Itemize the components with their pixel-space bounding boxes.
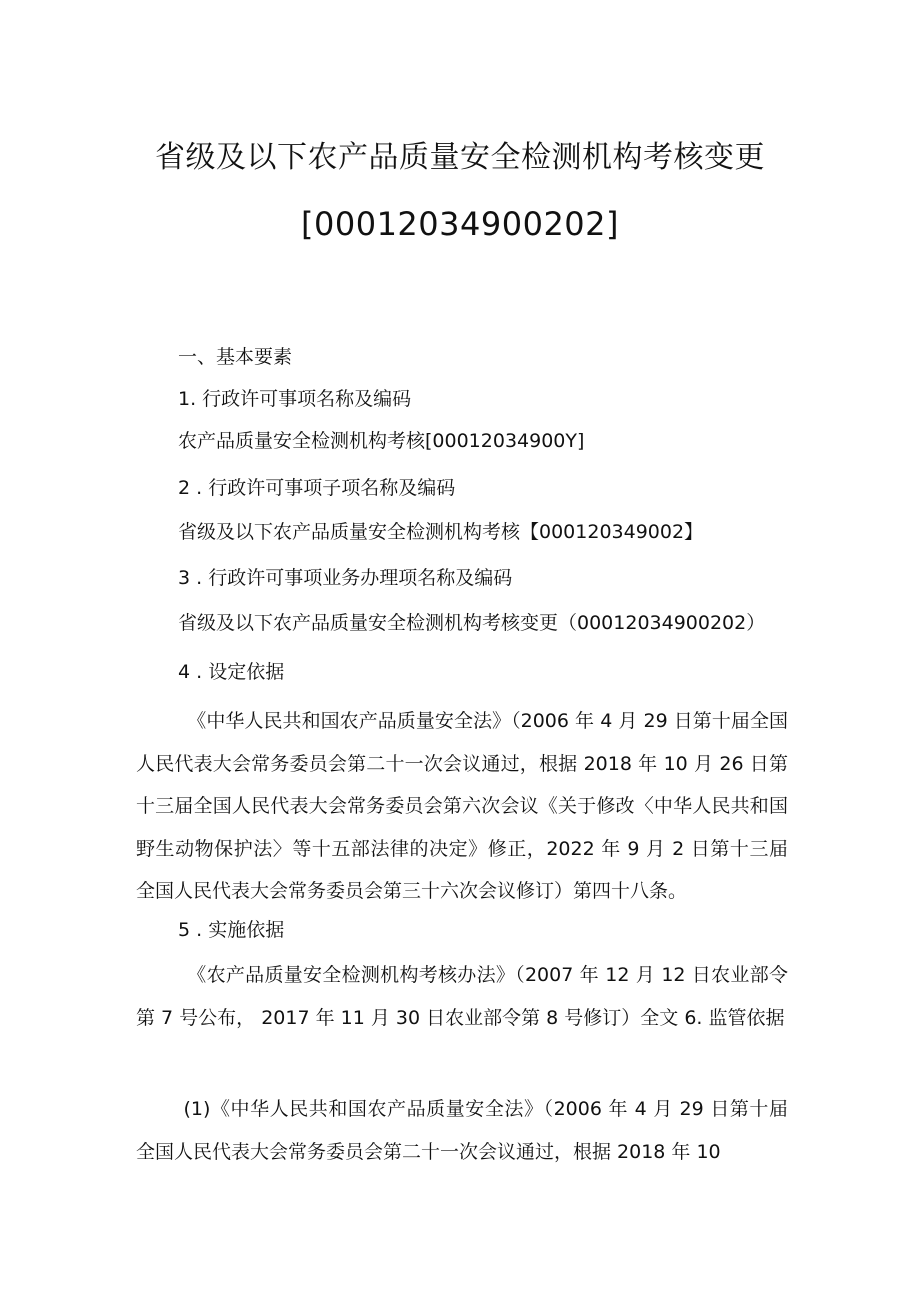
- item3-value: 省级及以下农产品质量安全检测机构考核变更（00012034900202）: [178, 612, 766, 634]
- item2-value: 省级及以下农产品质量安全检测机构考核【000120349002】: [178, 521, 704, 543]
- section-heading: 一、基本要素: [178, 346, 293, 368]
- item5-label: 5 . 实施依据: [178, 919, 285, 941]
- item1-value: 农产品质量安全检测机构考核[00012034900Y]: [178, 430, 585, 452]
- item4-label: 4 . 设定依据: [178, 661, 285, 683]
- item2-label: 2 . 行政许可事项子项名称及编码: [178, 477, 456, 499]
- implementation-basis-paragraph: 《农产品质量安全检测机构考核办法》（2007 年 12 月 12 日农业部令第 7 号公布， 2017 年 11 月 30 日农业部令第 8 号修订）全文 6. 监管依据: [136, 964, 788, 1029]
- item1-label: 1. 行政许可事项名称及编码: [178, 388, 412, 410]
- document-code: [00012034900202]: [301, 205, 619, 243]
- item3-label: 3 . 行政许可事项业务办理项名称及编码: [178, 567, 513, 589]
- supervision-basis-paragraph: (1)《中华人民共和国农产品质量安全法》（2006 年 4 月 29 日第十届全国人民代表大会常务委员会第二十一次会议通过，根据 2018 年 10: [136, 1098, 788, 1163]
- document-title: 省级及以下农产品质量安全检测机构考核变更: [155, 140, 765, 175]
- legal-basis-paragraph: 《中华人民共和国农产品质量安全法》（2006 年 4 月 29 日第十届全国人民代表大会常务委员会第二十一次会议通过，根据 2018 年 10 月 26 日第十三届全国人民代表大会常务委员会第六次会议《关于修改〈中华人民共和国野生动物保护法〉等十五部法律的决定》修正，2022 年 9 月 2 日第十三届全国人民代表大会常务委员会第三十六次会议修订）第四十八条。: [136, 710, 788, 902]
